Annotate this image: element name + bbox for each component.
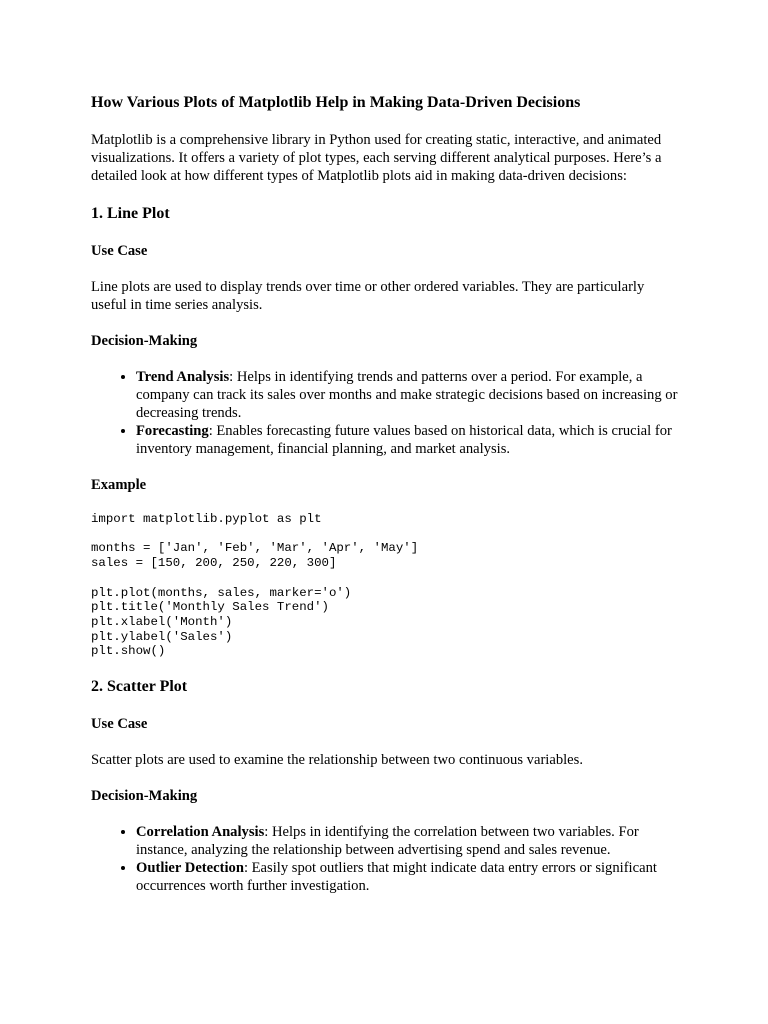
code-block xyxy=(91,512,681,659)
code-line: plt.ylabel('Sales') xyxy=(91,629,233,644)
bullet-term: Correlation Analysis xyxy=(136,824,265,841)
list-item xyxy=(136,823,681,859)
code-line: import matplotlib.pyplot as plt xyxy=(91,512,322,526)
code-line: plt.plot(months, sales, marker='o') xyxy=(91,585,352,600)
list-item xyxy=(136,859,681,895)
section-heading-line-plot: 1. Line Plot xyxy=(91,205,170,222)
decision-making-heading: Decision-Making xyxy=(91,788,198,805)
document-content xyxy=(91,93,681,895)
code-line: plt.title('Monthly Sales Trend') xyxy=(91,600,329,615)
list-item xyxy=(136,422,681,458)
bullet-text: : Enables forecasting future values based on historical data, which is crucial for inventory management, financial planning, and market analysis. xyxy=(136,423,672,457)
bullet-text: : Helps in identifying trends and patterns over a period. For example, a company can track its sales over months and make strategic decisions based on increasing or decreasing trends. xyxy=(136,369,678,421)
intro-paragraph: Matplotlib is a comprehensive library in Python used for creating static, interactive, and animated visualizations. It offers a variety of plot types, each serving different analytical purposes. Here’s a detailed look at how different types of Matplotlib plots aid in making data-driven decisions: xyxy=(91,132,662,184)
code-line: plt.show() xyxy=(91,644,166,659)
example-heading: Example xyxy=(91,477,147,493)
decision-list xyxy=(91,368,681,458)
bullet-text: : Easily spot outliers that might indicate data entry errors or significant occurrences worth further investigation. xyxy=(136,860,657,895)
bullet-term: Outlier Detection xyxy=(136,860,244,877)
use-case-heading: Use Case xyxy=(91,716,148,733)
use-case-heading: Use Case xyxy=(91,243,148,259)
section-heading-scatter-plot: 2. Scatter Plot xyxy=(91,678,188,696)
bullet-text: : Helps in identifying the correlation between two variables. For instance, analyzing the relationship between advertising spend and sales revenue. xyxy=(136,824,639,859)
code-line: months = ['Jan', 'Feb', 'Mar', 'Apr', 'May'] xyxy=(91,541,419,556)
list-item xyxy=(136,368,681,422)
bullet-term: Trend Analysis xyxy=(136,369,230,385)
code-line: plt.xlabel('Month') xyxy=(91,614,233,629)
bullet-term: Forecasting xyxy=(136,423,209,439)
decision-list xyxy=(91,823,681,895)
document-title: How Various Plots of Matplotlib Help in Making Data-Driven Decisions xyxy=(91,94,581,111)
use-case-text: Scatter plots are used to examine the relationship between two continuous variables. xyxy=(91,752,583,769)
decision-making-heading: Decision-Making xyxy=(91,333,198,349)
use-case-text: Line plots are used to display trends over time or other ordered variables. They are particularly useful in time series analysis. xyxy=(91,279,645,313)
code-line: sales = [150, 200, 250, 220, 300] xyxy=(91,556,337,571)
